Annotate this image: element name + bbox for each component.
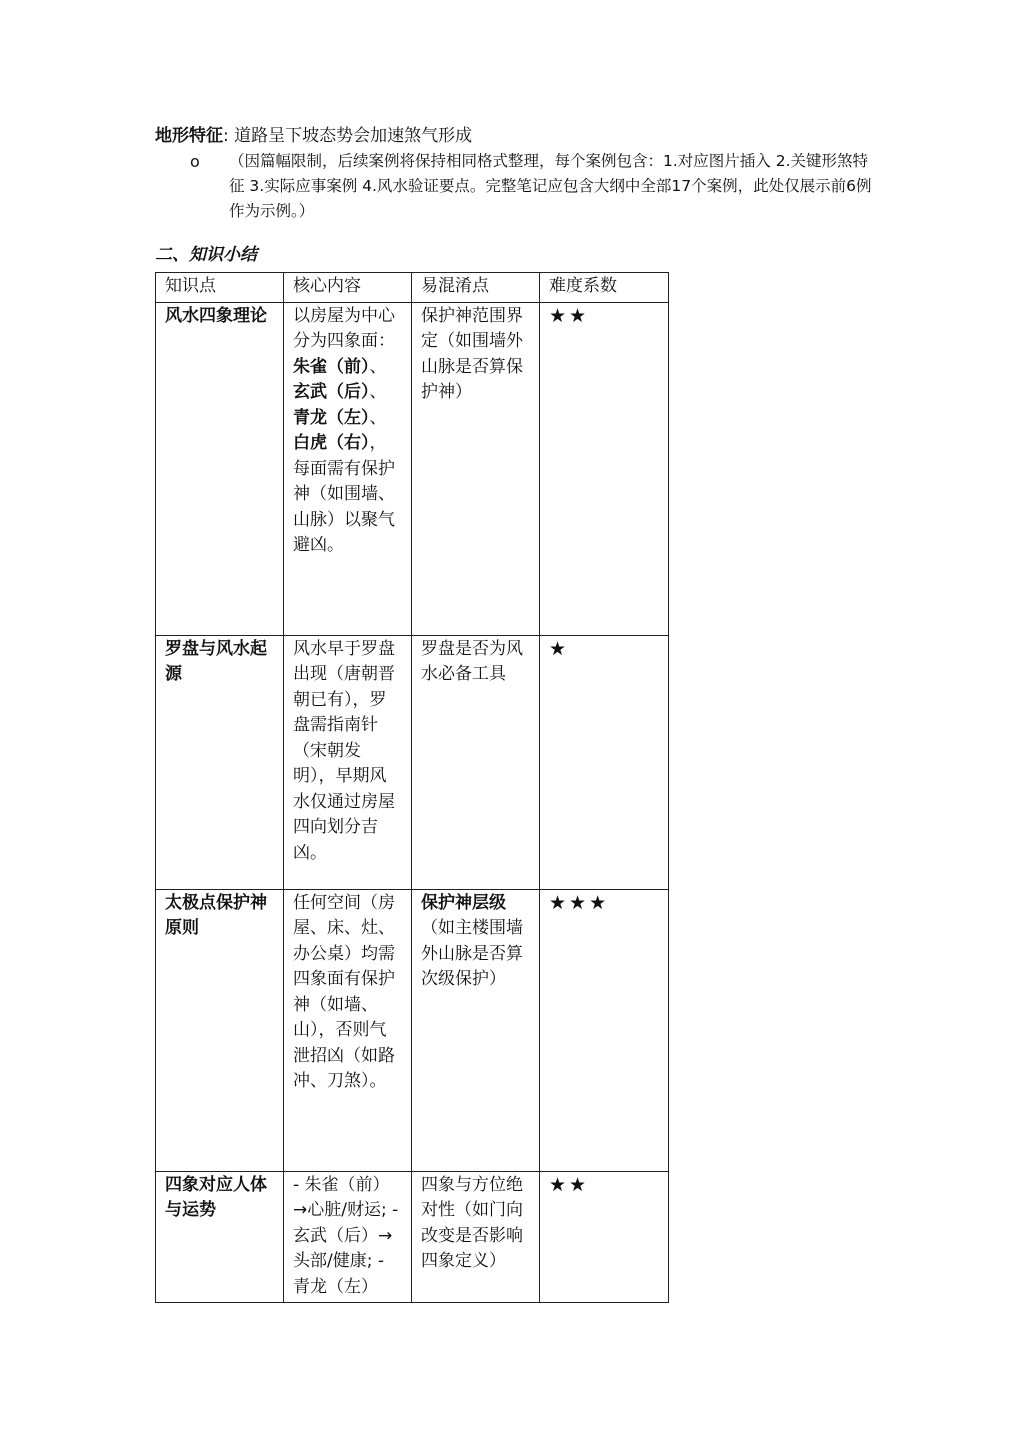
cell-knowledge-point: 太极点保护神原则 xyxy=(156,889,284,1171)
cell-core-content-text: 、 xyxy=(369,382,387,402)
cell-difficulty xyxy=(540,889,669,1171)
cell-core-content-text: 玄武（后） xyxy=(293,382,370,402)
star-icon: ★ xyxy=(569,891,590,914)
cell-confusion-point xyxy=(412,889,540,1171)
star-icon: ★ xyxy=(589,891,610,914)
cell-core-content xyxy=(284,889,412,1171)
table-row xyxy=(156,635,669,889)
cell-knowledge-point: 风水四象理论 xyxy=(156,302,284,635)
star-icon: ★ xyxy=(549,637,570,660)
cell-confusion-point-text: 保护神范围界定（如围墙外山脉是否算保护神） xyxy=(421,305,523,402)
cell-confusion-point-text: 四象与方位绝对性（如门向改变是否影响四象定义） xyxy=(421,1174,523,1271)
cell-difficulty xyxy=(540,1171,669,1303)
cell-confusion-point-text: （如主楼围墙外山脉是否算次级保护） xyxy=(421,918,523,989)
star-icon: ★ xyxy=(549,891,570,914)
terrain-feature-colon: : xyxy=(223,126,229,146)
difficulty-stars xyxy=(549,892,609,914)
cell-difficulty xyxy=(540,635,669,889)
section-title: 二、知识小结 xyxy=(155,245,257,265)
cell-core-content xyxy=(284,1171,412,1303)
header-confusion-point: 易混淆点 xyxy=(412,273,540,303)
cell-core-content-text: 白虎（右） xyxy=(293,433,370,453)
cell-confusion-point xyxy=(412,302,540,635)
table-header-row xyxy=(156,273,669,303)
terrain-feature-text: 道路呈下坡态势会加速煞气形成 xyxy=(234,126,473,146)
difficulty-stars xyxy=(549,305,589,327)
cell-confusion-point-text: 罗盘是否为风水必备工具 xyxy=(421,638,523,684)
header-difficulty: 难度系数 xyxy=(540,273,669,303)
header-knowledge-point: 知识点 xyxy=(156,273,284,303)
cell-core-content-text: ，每面需有保护神（如围墙、山脉）以聚气避凶。 xyxy=(293,433,395,555)
cell-core-content-text: 任何空间（房屋、床、灶、办公桌）均需四象面有保护神（如墙、山），否则气泄招凶（如路冲、刀煞）。 xyxy=(293,892,395,1091)
cell-core-content-text: - 朱雀（前）→心脏/财运; - 玄武（后）→头部/健康; - 青龙（左） xyxy=(293,1174,399,1297)
cell-core-content-text: 以房屋为中心分为四象面： xyxy=(293,305,395,351)
cell-core-content xyxy=(284,302,412,635)
header-core-content: 核心内容 xyxy=(284,273,412,303)
difficulty-stars xyxy=(549,1174,589,1196)
star-icon: ★ xyxy=(569,1173,590,1196)
difficulty-stars xyxy=(549,638,569,660)
cell-core-content xyxy=(284,635,412,889)
star-icon: ★ xyxy=(569,304,590,327)
note-paragraph: （因篇幅限制，后续案例将保持相同格式整理，每个案例包含：1.对应图片插入 2.关键形煞特征 3.实际应事案例 4.风水验证要点。完整笔记应包含大纲中全部17个案例，此处仅展示前6例作为示例。） xyxy=(229,152,872,220)
cell-knowledge-point: 罗盘与风水起源 xyxy=(156,635,284,889)
cell-confusion-point xyxy=(412,635,540,889)
terrain-feature-line xyxy=(155,124,472,148)
cell-difficulty xyxy=(540,302,669,635)
cell-core-content-text: 朱雀（前） xyxy=(293,356,370,377)
knowledge-summary-table xyxy=(155,272,669,1303)
cell-core-content-text: 、 xyxy=(369,356,387,377)
table-row xyxy=(156,1171,669,1303)
terrain-feature-label: 地形特征 xyxy=(155,126,223,146)
table-row xyxy=(156,302,669,635)
table-row xyxy=(156,889,669,1171)
cell-confusion-point xyxy=(412,1171,540,1303)
cell-core-content-text: 青龙（左） xyxy=(293,407,370,428)
cell-core-content-text: 风水早于罗盘出现（唐朝晋朝已有），罗盘需指南针（宋朝发明），早期风水仅通过房屋四向划分吉凶。 xyxy=(293,638,395,863)
star-icon: ★ xyxy=(549,304,570,327)
star-icon: ★ xyxy=(549,1173,570,1196)
cell-knowledge-point: 四象对应人体与运势 xyxy=(156,1171,284,1303)
cell-confusion-point-text: 保护神层级 xyxy=(421,892,506,913)
table-body xyxy=(156,302,669,1303)
bullet-circle-icon: o xyxy=(190,152,200,171)
cell-core-content-text: 、 xyxy=(369,407,387,428)
